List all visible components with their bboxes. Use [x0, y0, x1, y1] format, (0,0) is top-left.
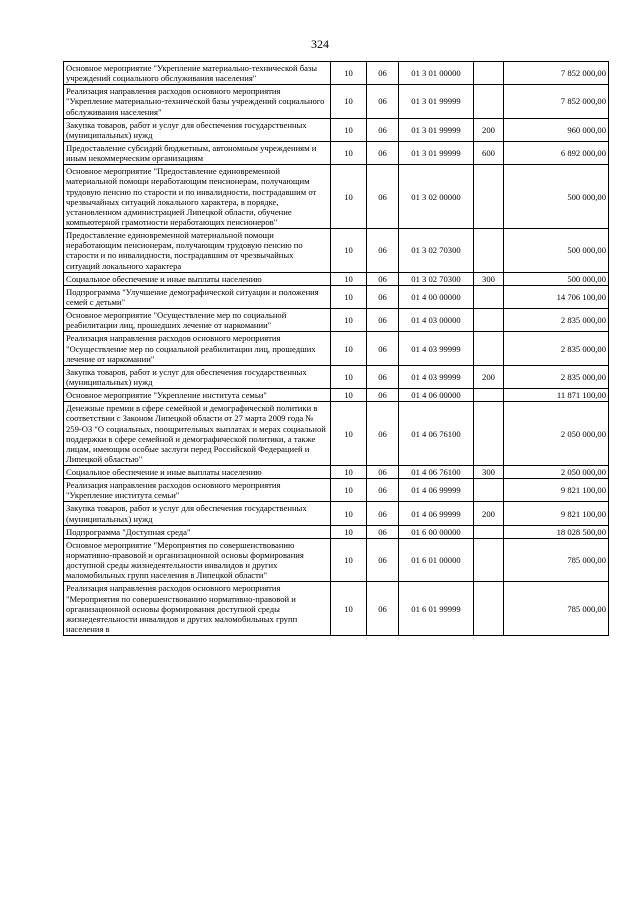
row-code-cell: 01 3 02 70300 [399, 229, 474, 273]
row-section-cell: 10 [331, 165, 367, 229]
row-name-cell: Социальное обеспечение и иные выплаты населению [64, 272, 331, 285]
row-expense-type-cell: 200 [474, 118, 504, 141]
row-subsection-cell: 06 [367, 165, 399, 229]
row-code-cell: 01 3 02 00000 [399, 165, 474, 229]
row-subsection-cell: 06 [367, 332, 399, 365]
row-amount-cell: 500 000,00 [504, 272, 609, 285]
row-subsection-cell: 06 [367, 229, 399, 273]
row-amount-cell: 960 000,00 [504, 118, 609, 141]
table-row [64, 332, 609, 365]
row-amount-cell: 14 706 100,00 [504, 285, 609, 308]
table-row [64, 272, 609, 285]
row-expense-type-cell [474, 538, 504, 582]
row-amount-cell: 500 000,00 [504, 165, 609, 229]
row-name-cell: Реализация направления расходов основного мероприятия "Укрепление института семьи" [64, 479, 331, 502]
row-amount-cell: 785 000,00 [504, 538, 609, 582]
row-name-cell: Подпрограмма "Улучшение демографической ситуации и положения семей с детьми" [64, 285, 331, 308]
row-amount-cell: 18 028 500,00 [504, 525, 609, 538]
budget-table [63, 61, 609, 636]
row-expense-type-cell [474, 525, 504, 538]
table-row [64, 466, 609, 479]
row-expense-type-cell [474, 285, 504, 308]
row-subsection-cell: 06 [367, 85, 399, 118]
row-amount-cell: 2 835 000,00 [504, 332, 609, 365]
row-code-cell: 01 4 03 00000 [399, 309, 474, 332]
row-section-cell: 10 [331, 402, 367, 466]
row-code-cell: 01 4 03 99999 [399, 332, 474, 365]
row-code-cell: 01 4 00 00000 [399, 285, 474, 308]
row-expense-type-cell: 600 [474, 141, 504, 164]
row-name-cell: Реализация направления расходов основного мероприятия "Осуществление мер по социальной реабилитации лиц, прошедших лечение от наркомании" [64, 332, 331, 365]
row-code-cell: 01 6 01 99999 [399, 582, 474, 636]
row-expense-type-cell: 300 [474, 272, 504, 285]
row-expense-type-cell [474, 165, 504, 229]
table-row [64, 402, 609, 466]
budget-table-body [64, 62, 609, 636]
row-section-cell: 10 [331, 285, 367, 308]
row-subsection-cell: 06 [367, 285, 399, 308]
row-code-cell: 01 4 06 76100 [399, 466, 474, 479]
row-subsection-cell: 06 [367, 582, 399, 636]
table-row [64, 229, 609, 273]
table-row [64, 582, 609, 636]
row-amount-cell: 2 835 000,00 [504, 309, 609, 332]
row-expense-type-cell: 300 [474, 466, 504, 479]
table-row [64, 365, 609, 388]
row-expense-type-cell [474, 309, 504, 332]
row-amount-cell: 11 871 100,00 [504, 389, 609, 402]
row-expense-type-cell: 200 [474, 365, 504, 388]
row-amount-cell: 785 000,00 [504, 582, 609, 636]
row-subsection-cell: 06 [367, 479, 399, 502]
row-expense-type-cell [474, 389, 504, 402]
row-subsection-cell: 06 [367, 389, 399, 402]
row-name-cell: Реализация направления расходов основного мероприятия "Укрепление материально-технической базы учреждений социального обслуживания населения" [64, 85, 331, 118]
row-expense-type-cell: 200 [474, 502, 504, 525]
row-section-cell: 10 [331, 365, 367, 388]
row-name-cell: Закупка товаров, работ и услуг для обеспечения государственных (муниципальных) нужд [64, 365, 331, 388]
row-section-cell: 10 [331, 538, 367, 582]
row-section-cell: 10 [331, 85, 367, 118]
table-row [64, 479, 609, 502]
row-name-cell: Основное мероприятие "Укрепление материально-технической базы учреждений социального обслуживания населения" [64, 62, 331, 85]
row-code-cell: 01 3 01 99999 [399, 141, 474, 164]
table-row [64, 118, 609, 141]
row-amount-cell: 2 050 000,00 [504, 466, 609, 479]
row-amount-cell: 7 852 000,00 [504, 62, 609, 85]
row-code-cell: 01 4 06 99999 [399, 479, 474, 502]
table-row [64, 538, 609, 582]
row-subsection-cell: 06 [367, 365, 399, 388]
row-name-cell: Закупка товаров, работ и услуг для обеспечения государственных (муниципальных) нужд [64, 502, 331, 525]
row-amount-cell: 2 050 000,00 [504, 402, 609, 466]
row-amount-cell: 2 835 000,00 [504, 365, 609, 388]
row-name-cell: Предоставление единовременной материальной помощи неработающим пенсионерам, получающим трудовую пенсию по старости и по инвалидности, пострадавшим от чрезвычайных ситуаций локального характера [64, 229, 331, 273]
row-section-cell: 10 [331, 229, 367, 273]
row-code-cell: 01 4 06 99999 [399, 502, 474, 525]
table-row [64, 309, 609, 332]
row-section-cell: 10 [331, 525, 367, 538]
row-subsection-cell: 06 [367, 272, 399, 285]
row-section-cell: 10 [331, 582, 367, 636]
row-code-cell: 01 3 01 00000 [399, 62, 474, 85]
table-row [64, 285, 609, 308]
row-section-cell: 10 [331, 502, 367, 525]
row-subsection-cell: 06 [367, 402, 399, 466]
row-amount-cell: 9 821 100,00 [504, 479, 609, 502]
row-name-cell: Социальное обеспечение и иные выплаты населению [64, 466, 331, 479]
row-code-cell: 01 3 01 99999 [399, 118, 474, 141]
row-section-cell: 10 [331, 309, 367, 332]
row-section-cell: 10 [331, 62, 367, 85]
row-name-cell: Основное мероприятие "Укрепление института семьи" [64, 389, 331, 402]
row-name-cell: Денежные премии в сфере семейной и демографической политики в соответствии с Законом Липецкой области от 27 марта 2009 года № 259-ОЗ "О социальных, поощрительных выплатах и мерах социальной поддержки в сфере семейной и демографической политики, а также лицам, имеющим особые заслуги перед Российской Федерацией и Липецкой областью" [64, 402, 331, 466]
row-subsection-cell: 06 [367, 141, 399, 164]
row-name-cell: Подпрограмма "Доступная среда" [64, 525, 331, 538]
row-code-cell: 01 3 02 70300 [399, 272, 474, 285]
row-subsection-cell: 06 [367, 62, 399, 85]
row-expense-type-cell [474, 582, 504, 636]
table-row [64, 141, 609, 164]
table-row [64, 389, 609, 402]
table-row [64, 165, 609, 229]
row-section-cell: 10 [331, 141, 367, 164]
row-section-cell: 10 [331, 479, 367, 502]
row-code-cell: 01 4 03 99999 [399, 365, 474, 388]
row-section-cell: 10 [331, 466, 367, 479]
row-subsection-cell: 06 [367, 118, 399, 141]
row-name-cell: Основное мероприятие "Предоставление единовременной материальной помощи неработающим пенсионерам, получающим трудовую пенсию по старости и по инвалидности, пострадавшим от чрезвычайных ситуаций локального характера, в порядке, установленном администрацией Липецкой области, обучение компьютерной грамотности неработающих пенсионеров" [64, 165, 331, 229]
row-name-cell: Основное мероприятие "Осуществление мер по социальной реабилитации лиц, прошедших лечение от наркомании" [64, 309, 331, 332]
table-row [64, 502, 609, 525]
row-expense-type-cell [474, 62, 504, 85]
table-row [64, 525, 609, 538]
row-subsection-cell: 06 [367, 309, 399, 332]
row-name-cell: Основное мероприятие "Мероприятия по совершенствованию нормативно-правовой и организационной основы формирования доступной среды жизнедеятельности инвалидов и других маломобильных групп населения в Липецкой области" [64, 538, 331, 582]
row-code-cell: 01 6 01 00000 [399, 538, 474, 582]
row-subsection-cell: 06 [367, 502, 399, 525]
row-subsection-cell: 06 [367, 466, 399, 479]
page-number: 324 [311, 37, 329, 51]
row-code-cell: 01 4 06 00000 [399, 389, 474, 402]
row-amount-cell: 7 852 000,00 [504, 85, 609, 118]
row-name-cell: Закупка товаров, работ и услуг для обеспечения государственных (муниципальных) нужд [64, 118, 331, 141]
row-name-cell: Предоставление субсидий бюджетным, автономным учреждениям и иным некоммерческим организациям [64, 141, 331, 164]
row-section-cell: 10 [331, 389, 367, 402]
row-expense-type-cell [474, 229, 504, 273]
row-amount-cell: 500 000,00 [504, 229, 609, 273]
row-code-cell: 01 4 06 76100 [399, 402, 474, 466]
row-section-cell: 10 [331, 332, 367, 365]
row-expense-type-cell [474, 332, 504, 365]
row-expense-type-cell [474, 479, 504, 502]
row-section-cell: 10 [331, 118, 367, 141]
row-code-cell: 01 3 01 99999 [399, 85, 474, 118]
table-row [64, 62, 609, 85]
row-section-cell: 10 [331, 272, 367, 285]
row-amount-cell: 6 892 000,00 [504, 141, 609, 164]
row-subsection-cell: 06 [367, 538, 399, 582]
row-expense-type-cell [474, 402, 504, 466]
row-subsection-cell: 06 [367, 525, 399, 538]
row-expense-type-cell [474, 85, 504, 118]
row-name-cell: Реализация направления расходов основного мероприятия "Мероприятия по совершенствованию нормативно-правовой и организационной основы формирования доступной среды жизнедеятельности инвалидов и других маломобильных групп населения в [64, 582, 331, 636]
table-row [64, 85, 609, 118]
row-code-cell: 01 6 00 00000 [399, 525, 474, 538]
row-amount-cell: 9 821 100,00 [504, 502, 609, 525]
